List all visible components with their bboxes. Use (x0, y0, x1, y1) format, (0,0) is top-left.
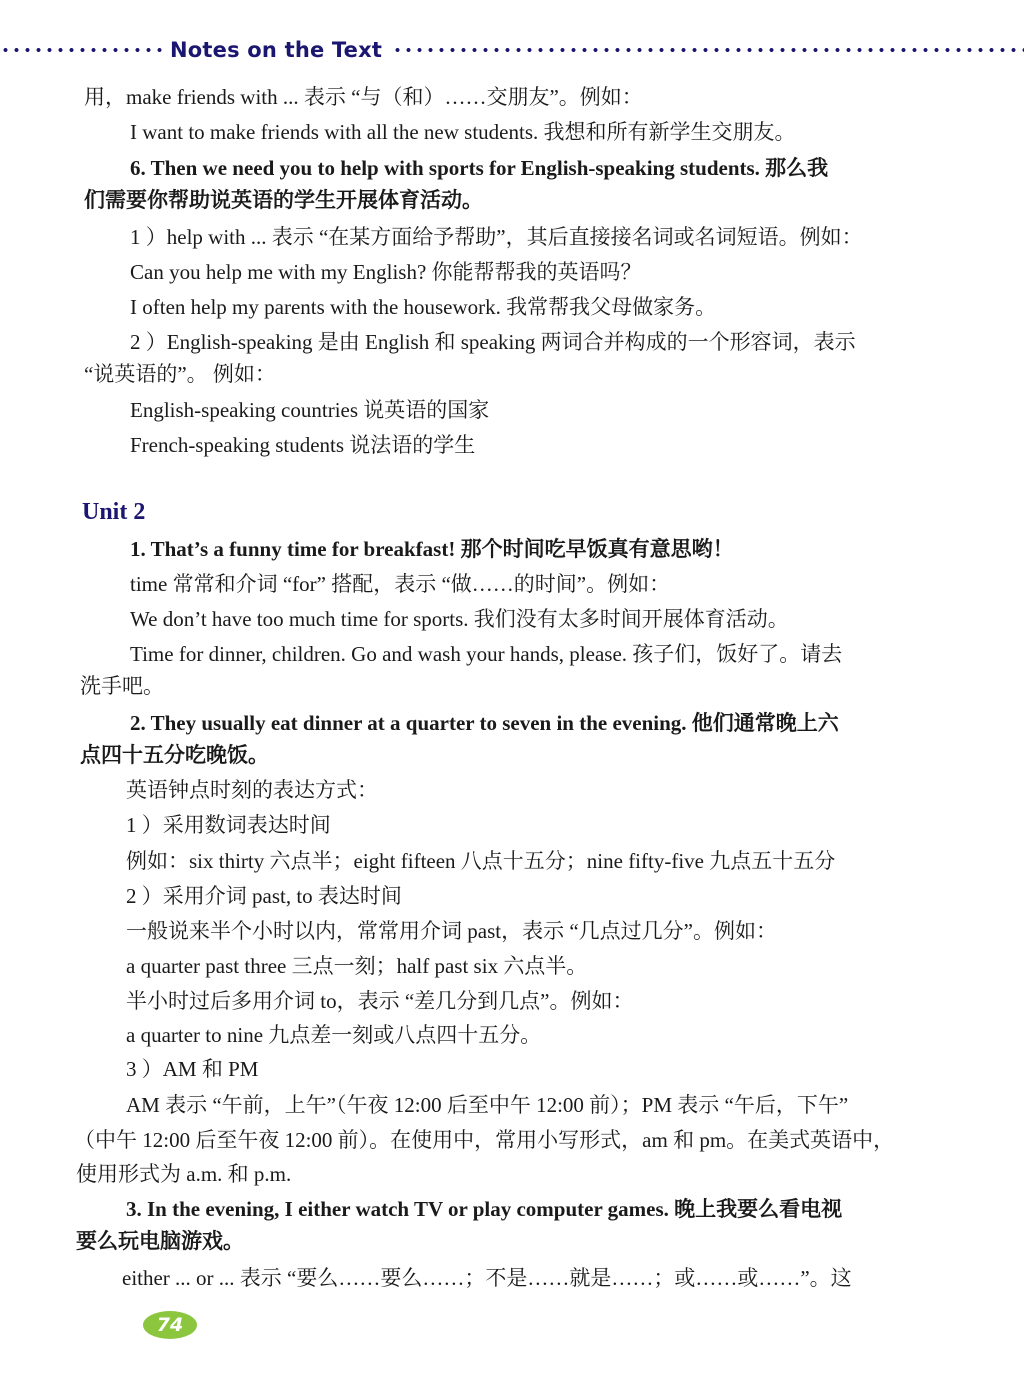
note-heading-line: 6. Then we need you to help with sports for English-speaking students. 那么我 (130, 156, 829, 180)
note-heading-line: 3. In the evening, I either watch TV or play computer games. 晚上我要么看电视 (126, 1197, 843, 1221)
text-line: 2 ）采用介词 past, to 表达时间 (126, 884, 402, 908)
text-line: French-speaking students 说法语的学生 (130, 433, 476, 457)
text-line: time 常常和介词 “for” 搭配，表示 “做……的时间”。例如： (130, 572, 671, 596)
note-heading-line: 2. They usually eat dinner at a quarter to seven in the evening. 他们通常晚上六 (130, 711, 839, 735)
text-line: AM 表示 “午前，上午”（午夜 12:00 后至中午 12:00 前）；PM 表示 “午后，下午” (126, 1093, 849, 1117)
page-number-badge: 74 (143, 1311, 197, 1339)
note-heading-line: 们需要你帮助说英语的学生开展体育活动。 (84, 188, 483, 212)
text-line: 使用形式为 a.m. 和 p.m. (76, 1162, 292, 1186)
text-line: Can you help me with my English? 你能帮帮我的英语吗？ (130, 260, 642, 284)
text-line: Time for dinner, children. Go and wash your hands, please. 孩子们，饭好了。请去 (130, 642, 843, 666)
text-line: 1 ）help with ... 表示 “在某方面给予帮助”，其后直接接名词或名词短语。例如： (130, 225, 863, 249)
text-line: 用，make friends with ... 表示 “与（和）……交朋友”。例如： (84, 85, 643, 109)
unit-heading: Unit 2 (82, 499, 146, 525)
section-title: Notes on the Text (170, 38, 383, 62)
text-line: 英语钟点时刻的表达方式： (126, 778, 378, 802)
text-line: 半小时过后多用介词 to，表示 “差几分到几点”。例如： (126, 989, 634, 1013)
text-line: a quarter to nine 九点差一刻或八点四十五分。 (126, 1023, 542, 1047)
text-line: 2 ）English-speaking 是由 English 和 speaking 两词合并构成的一个形容词，表示 (130, 330, 856, 354)
text-line: I often help my parents with the housework. 我常帮我父母做家务。 (130, 295, 717, 319)
text-line: either ... or ... 表示 “要么……要么……；不是……就是……；或……或……”。这 (122, 1266, 852, 1290)
text-line: 洗手吧。 (80, 674, 164, 698)
dotted-rule-right (392, 48, 1024, 52)
dotted-rule-left (0, 48, 162, 52)
text-line: English-speaking countries 说英语的国家 (130, 398, 490, 422)
note-heading-line: 1. That’s a funny time for breakfast! 那个时间吃早饭真有意思哟！ (130, 537, 734, 561)
text-line: 一般说来半个小时以内，常常用介词 past，表示 “几点过几分”。例如： (126, 919, 777, 943)
note-heading-line: 点四十五分吃晚饭。 (80, 743, 269, 767)
text-line: We don’t have too much time for sports. 我们没有太多时间开展体育活动。 (130, 607, 789, 631)
text-line: 例如：six thirty 六点半；eight fifteen 八点十五分；nine fifty-five 九点五十五分 (126, 849, 836, 873)
text-line: （中午 12:00 后至午夜 12:00 前）。在使用中，常用小写形式，am 和 pm。在美式英语中， (74, 1128, 895, 1152)
text-line: I want to make friends with all the new students. 我想和所有新学生交朋友。 (130, 120, 796, 144)
section-header (0, 36, 1024, 64)
text-line: “说英语的”。 例如： (84, 362, 276, 386)
text-line: a quarter past three 三点一刻；half past six 六点半。 (126, 954, 588, 978)
note-heading-line: 要么玩电脑游戏。 (76, 1229, 244, 1253)
text-line: 1 ）采用数词表达时间 (126, 813, 331, 837)
text-line: 3 ）AM 和 PM (126, 1057, 259, 1081)
